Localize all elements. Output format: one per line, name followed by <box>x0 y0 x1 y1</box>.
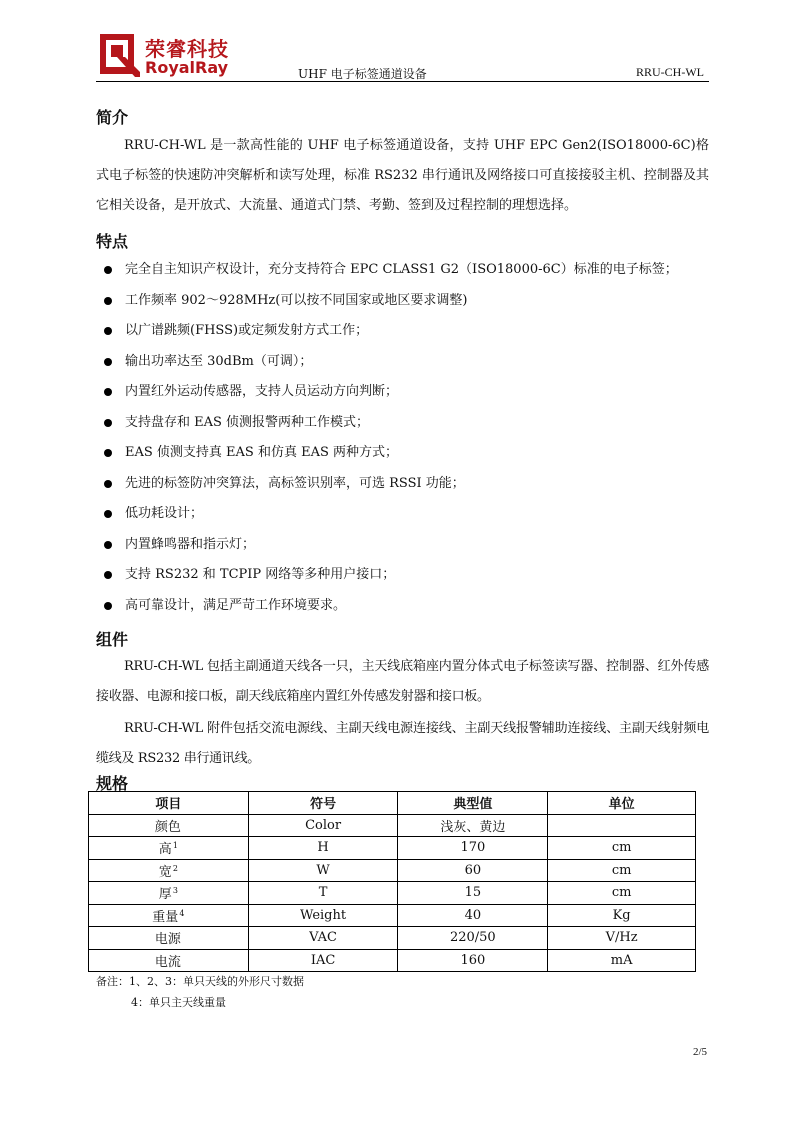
intro-heading: 简介 <box>96 108 129 127</box>
components-paragraph-2: RRU-CH-WL 附件包括交流电源线、主副天线电源连接线、主副天线报警辅助连接线、主副天线射频电缆线及 RS232 串行通讯线。 <box>96 721 709 766</box>
header-divider <box>96 81 709 82</box>
company-logo <box>99 33 229 79</box>
specs-table <box>88 791 696 972</box>
column-header: 项目 <box>89 792 249 815</box>
company-name-en: RoyalRay <box>145 58 229 77</box>
cell-unit: cm <box>548 882 696 905</box>
cell-unit: cm <box>548 859 696 882</box>
cell-symbol: Color <box>248 814 398 837</box>
bullet-icon <box>104 388 112 396</box>
list-item: 低功耗设计； <box>96 499 709 530</box>
cell-unit: Kg <box>548 904 696 927</box>
table-row <box>89 949 696 972</box>
cell-symbol: H <box>248 837 398 860</box>
components-paragraph-1: RRU-CH-WL 包括主副通道天线各一只，主天线底箱座内置分体式电子标签读写器、控制器、红外传感接收器、电源和接口板，副天线底箱座内置红外传感发射器和接口板。 <box>96 659 709 704</box>
cell-item: 颜色 <box>89 814 249 837</box>
document-title: UHF 电子标签通道设备 <box>298 67 427 81</box>
list-item: 内置红外运动传感器，支持人员运动方向判断； <box>96 377 709 408</box>
cell-unit <box>548 814 696 837</box>
intro-paragraph: RRU-CH-WL 是一款高性能的 UHF 电子标签通道设备，支持 UHF EPC Gen2(ISO18000-6C)格式电子标签的快速防冲突解析和读写处理，标准 RS232 串行通讯及网络接口可直接接驳主机、控制器及其它相关设备，是开放式、大流量、通道式门禁、考勤、签到及过程控制的理想选择。 <box>96 138 709 213</box>
cell-symbol: T <box>248 882 398 905</box>
table-header-row <box>89 792 696 815</box>
cell-item: 电源 <box>89 927 249 950</box>
features-heading: 特点 <box>96 232 129 251</box>
cell-item: 厚$^3$ <box>89 882 249 905</box>
table-row <box>89 814 696 837</box>
column-header: 符号 <box>248 792 398 815</box>
cell-item: 重量$^4$ <box>89 904 249 927</box>
cell-symbol: W <box>248 859 398 882</box>
bullet-icon <box>104 266 112 274</box>
list-item: 内置蜂鸣器和指示灯； <box>96 530 709 561</box>
bullet-icon <box>104 541 112 549</box>
list-item: 高可靠设计，满足严苛工作环境要求。 <box>96 591 709 622</box>
bullet-icon <box>104 602 112 610</box>
list-item: 输出功率达至 30dBm（可调）； <box>96 347 709 378</box>
cell-item: 电流 <box>89 949 249 972</box>
list-item: 支持 RS232 和 TCPIP 网络等多种用户接口； <box>96 560 709 591</box>
list-item: 工作频率 902～928MHz(可以按不同国家或地区要求调整) <box>96 286 709 317</box>
features-list <box>96 255 709 621</box>
cell-value: 浅灰、黄边 <box>398 814 548 837</box>
list-item: 支持盘存和 EAS 侦测报警两种工作模式； <box>96 408 709 439</box>
cell-symbol: VAC <box>248 927 398 950</box>
cell-value: 160 <box>398 949 548 972</box>
cell-unit: V/Hz <box>548 927 696 950</box>
cell-item: 宽$^2$ <box>89 859 249 882</box>
cell-value: 220/50 <box>398 927 548 950</box>
list-item: EAS 侦测支持真 EAS 和仿真 EAS 两种方式； <box>96 438 709 469</box>
bullet-icon <box>104 419 112 427</box>
logo-mark-icon <box>99 33 141 79</box>
column-header: 典型值 <box>398 792 548 815</box>
list-item: 完全自主知识产权设计，充分支持符合 EPC CLASS1 G2（ISO18000-6C）标准的电子标签； <box>96 255 709 286</box>
bullet-icon <box>104 358 112 366</box>
table-row <box>89 859 696 882</box>
company-name-cn: 荣睿科技 <box>145 37 229 61</box>
cell-symbol: Weight <box>248 904 398 927</box>
table-row <box>89 837 696 860</box>
table-row <box>89 882 696 905</box>
table-row <box>89 927 696 950</box>
cell-unit: cm <box>548 837 696 860</box>
bullet-icon <box>104 571 112 579</box>
components-heading: 组件 <box>96 630 129 649</box>
cell-value: 170 <box>398 837 548 860</box>
cell-value: 15 <box>398 882 548 905</box>
cell-item: 高$^1$ <box>89 837 249 860</box>
cell-unit: mA <box>548 949 696 972</box>
list-item: 以广谱跳频(FHSS)或定频发射方式工作； <box>96 316 709 347</box>
page-number: 2/5 <box>692 1046 707 1058</box>
specs-heading: 规格 <box>96 774 129 793</box>
table-row <box>89 904 696 927</box>
bullet-icon <box>104 510 112 518</box>
bullet-icon <box>104 327 112 335</box>
bullet-icon <box>104 297 112 305</box>
bullet-icon <box>104 449 112 457</box>
bullet-icon <box>104 480 112 488</box>
cell-value: 60 <box>398 859 548 882</box>
column-header: 单位 <box>548 792 696 815</box>
cell-value: 40 <box>398 904 548 927</box>
table-note-2: 4：单只主天线重量 <box>131 996 226 1009</box>
table-note-1: 备注：1、2、3：单只天线的外形尺寸数据 <box>96 975 304 988</box>
cell-symbol: IAC <box>248 949 398 972</box>
model-number: RRU-CH-WL <box>636 65 704 79</box>
list-item: 先进的标签防冲突算法，高标签识别率，可选 RSSI 功能； <box>96 469 709 500</box>
